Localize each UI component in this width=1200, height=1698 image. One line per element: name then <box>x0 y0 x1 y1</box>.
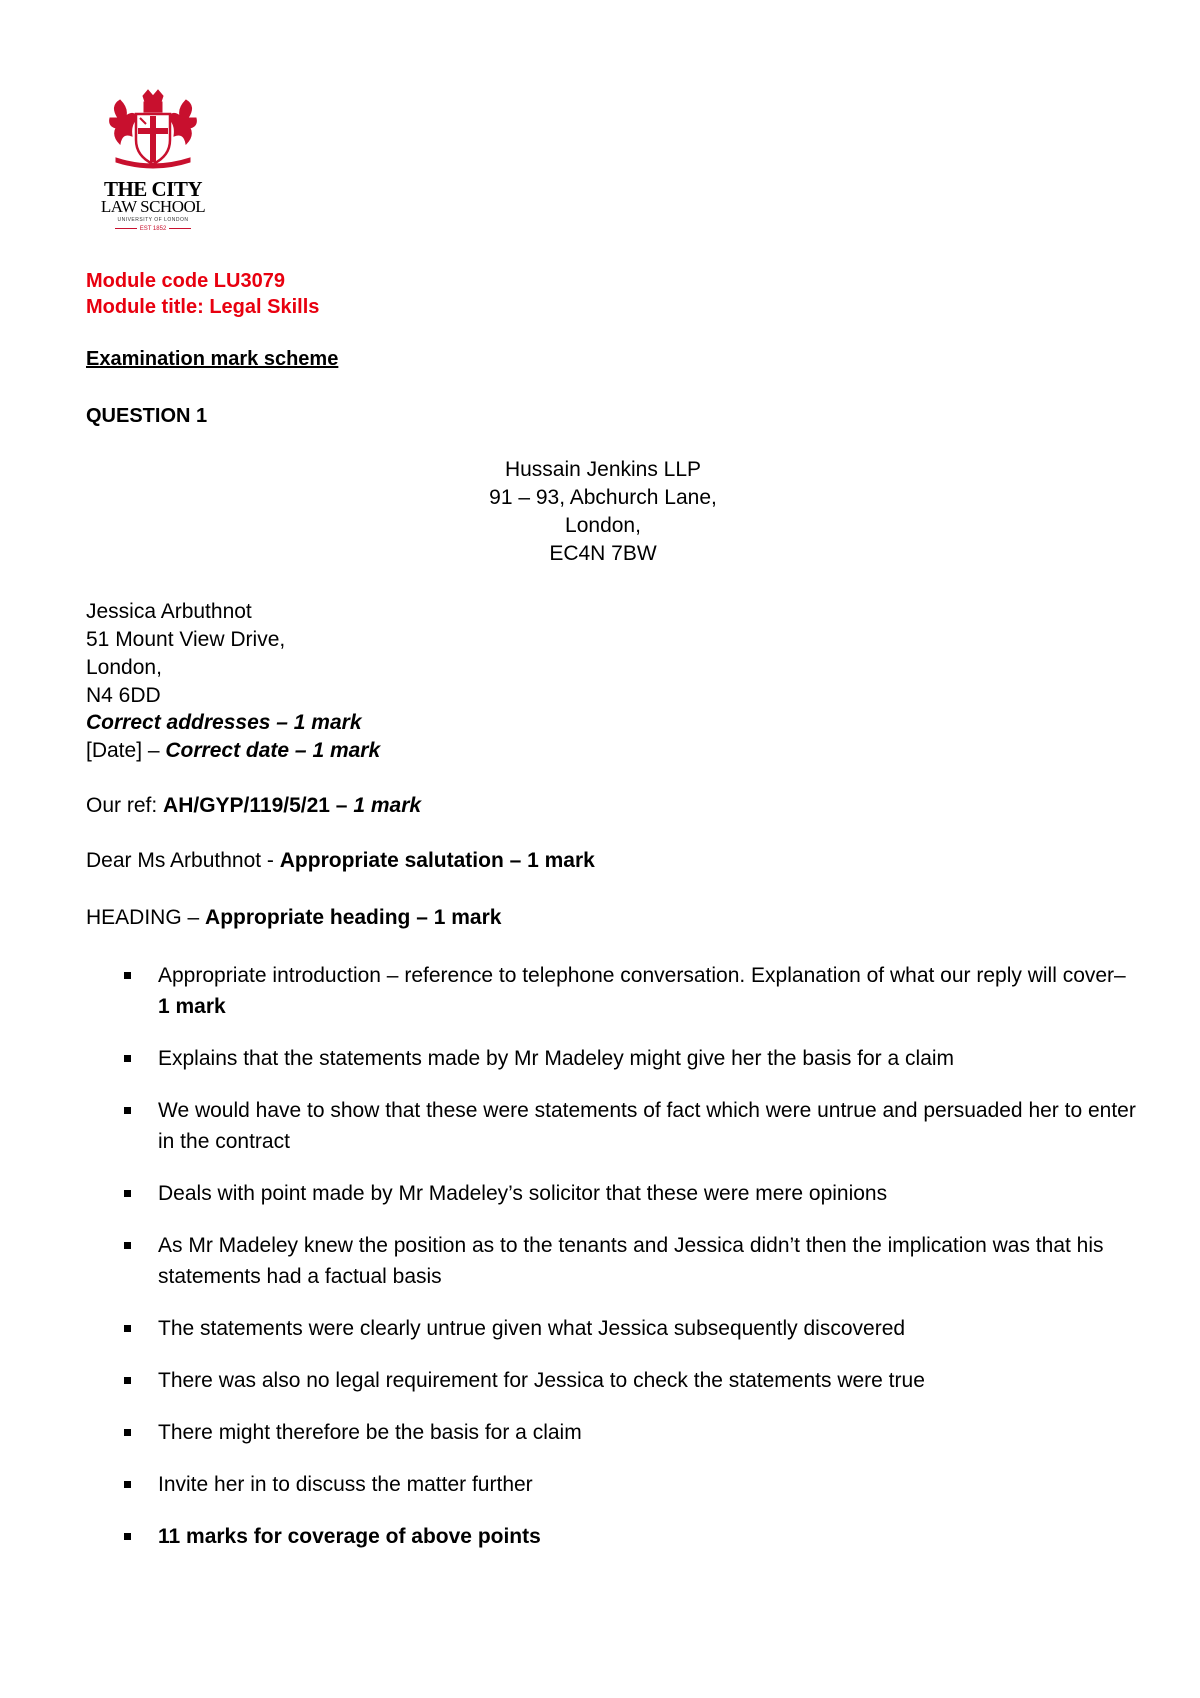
square-bullet-icon <box>124 1481 131 1488</box>
sender-address-line: London, <box>565 514 641 537</box>
recipient-address <box>86 598 285 710</box>
square-bullet-icon <box>124 1107 131 1114</box>
list-item <box>86 1365 1136 1396</box>
module-title: Module title: Legal Skills <box>86 296 320 318</box>
sender-address-line: EC4N 7BW <box>549 542 657 565</box>
list-item-text: Explains that the statements made by Mr Madeley might give her the basis for a claim <box>158 1047 955 1070</box>
reference-mark: 1 mark <box>353 794 422 817</box>
sender-address <box>0 456 1200 568</box>
module-code: Module code LU3079 <box>86 270 285 292</box>
list-item-text: There was also no legal requirement for Jessica to check the statements were true <box>158 1369 925 1392</box>
list-item-mark: 1 mark <box>158 995 226 1018</box>
logo-est: EST 1852 <box>100 225 206 233</box>
heading-mark: Appropriate heading – 1 mark <box>205 906 502 929</box>
date-placeholder: [Date] – <box>86 739 166 762</box>
question-title: QUESTION 1 <box>86 405 208 427</box>
document-heading: Examination mark scheme <box>86 348 339 370</box>
date-line <box>86 738 380 764</box>
heading-line <box>86 905 501 931</box>
list-item-text: We would have to show that these were statements of fact which were untrue and persuaded her to enter in the contract <box>158 1099 1136 1153</box>
recipient-address-line: N4 6DD <box>86 684 161 707</box>
square-bullet-icon <box>124 1190 131 1197</box>
square-bullet-icon <box>124 972 131 979</box>
list-item-text: Appropriate introduction – reference to telephone conversation. Explanation of what our reply will cover– <box>158 964 1126 987</box>
reference-value: AH/GYP/119/5/21 – <box>163 794 354 817</box>
date-mark: Correct date – 1 mark <box>165 739 381 762</box>
square-bullet-icon <box>124 1533 131 1540</box>
logo-wordmark-line2: LAW SCHOOL <box>100 197 206 216</box>
list-item-text: There might therefore be the basis for a claim <box>158 1421 582 1444</box>
reference-line <box>86 793 421 819</box>
list-item-text: Invite her in to discuss the matter further <box>158 1473 533 1496</box>
list-item <box>86 1230 1136 1292</box>
addresses-mark: Correct addresses – 1 mark <box>86 711 362 734</box>
list-item-text: The statements were clearly untrue given what Jessica subsequently discovered <box>158 1317 906 1340</box>
logo-subtitle: UNIVERSITY OF LONDON <box>117 217 189 223</box>
square-bullet-icon <box>124 1242 131 1249</box>
recipient-address-line: London, <box>86 656 162 679</box>
square-bullet-icon <box>124 1429 131 1436</box>
list-item <box>86 1469 1136 1500</box>
logo-wordmark-line1: THE CITY <box>103 177 203 201</box>
list-item-text: Deals with point made by Mr Madeley’s solicitor that these were mere opinions <box>158 1182 888 1205</box>
list-item <box>86 1178 1136 1209</box>
mark-points-list <box>86 960 1136 1573</box>
salutation-line <box>86 848 595 874</box>
salutation-text: Dear Ms Arbuthnot - <box>86 849 280 872</box>
square-bullet-icon <box>124 1377 131 1384</box>
list-item <box>86 960 1136 1022</box>
heading-label: HEADING – <box>86 906 206 929</box>
list-item <box>86 1521 1136 1552</box>
sender-address-line: Hussain Jenkins LLP <box>504 458 702 481</box>
list-item <box>86 1095 1136 1157</box>
square-bullet-icon <box>124 1055 131 1062</box>
square-bullet-icon <box>124 1325 131 1332</box>
list-item-text: As Mr Madeley knew the position as to the tenants and Jessica didn’t then the implication was that his statements had a factual basis <box>158 1234 1104 1288</box>
reference-label: Our ref: <box>86 794 164 817</box>
list-item <box>86 1417 1136 1448</box>
recipient-address-line: 51 Mount View Drive, <box>86 628 286 651</box>
salutation-mark: Appropriate salutation – 1 mark <box>279 849 595 872</box>
sender-address-line: 91 – 93, Abchurch Lane, <box>489 486 717 509</box>
list-item <box>86 1043 1136 1074</box>
list-item <box>86 1313 1136 1344</box>
recipient-address-line: Jessica Arbuthnot <box>86 600 252 623</box>
list-item-mark: 11 marks for coverage of above points <box>158 1525 541 1548</box>
